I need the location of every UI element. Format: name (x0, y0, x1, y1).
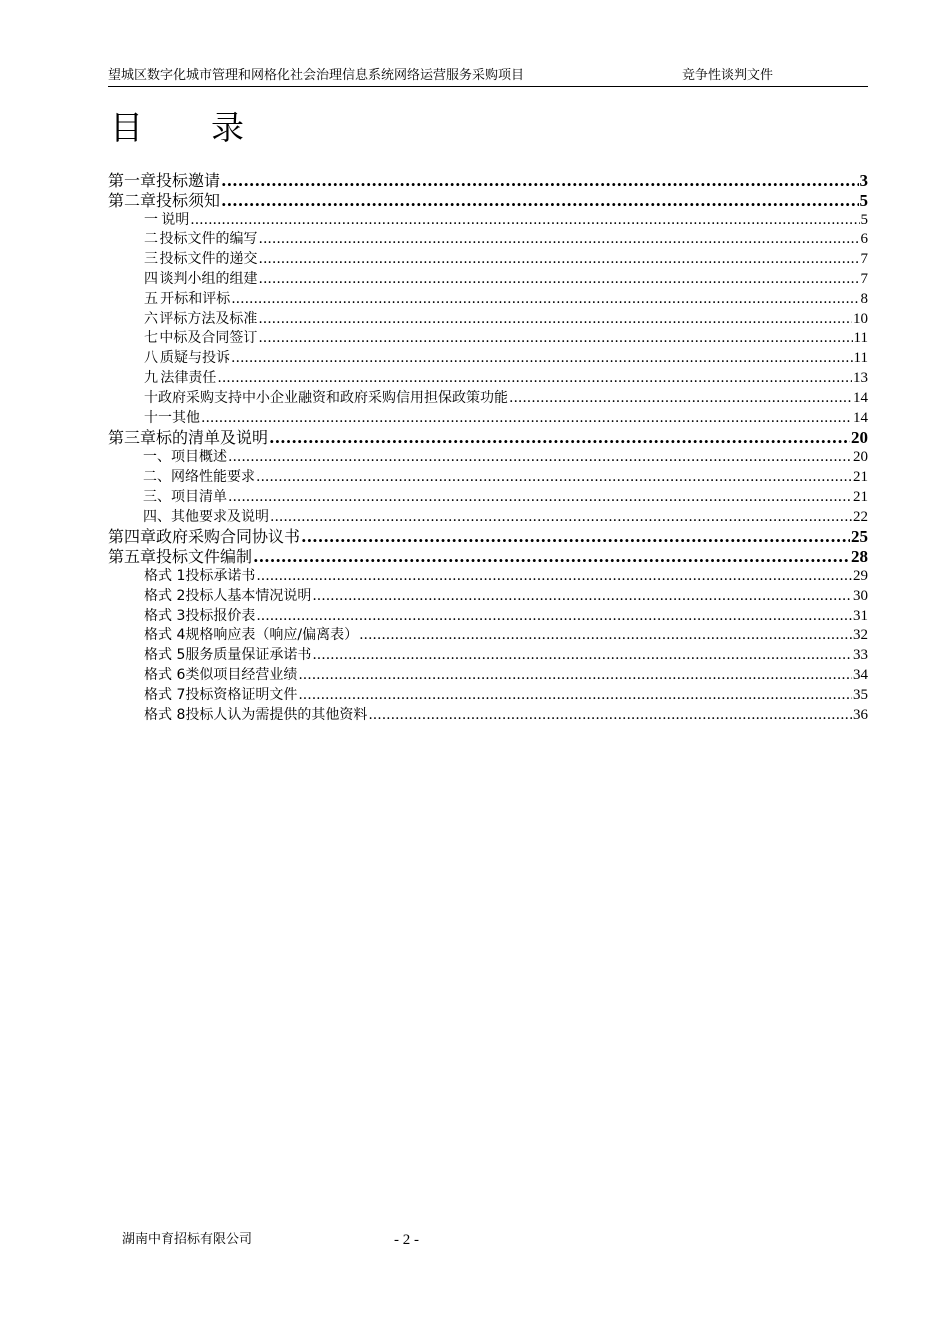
toc-entry-number: 格式 8 (144, 706, 186, 723)
toc-entry-number: 十一 (144, 409, 172, 426)
toc-entry-page: 25 (851, 527, 868, 547)
toc-entry-label: 投标资格证明文件 (185, 686, 298, 703)
toc-entry-number: 格式 2 (144, 587, 186, 604)
toc-section-entry[interactable] (108, 349, 868, 369)
dot-leader (231, 349, 853, 369)
dot-leader (312, 646, 852, 666)
toc-entry-label: 服务质量保证承诺书 (185, 647, 312, 664)
toc-section-entry[interactable] (108, 250, 868, 270)
toc-entry-page: 29 (853, 567, 868, 584)
toc-entry-page: 28 (851, 547, 868, 567)
dot-leader (312, 587, 852, 607)
toc-entry-number: 四 (144, 270, 158, 287)
toc-entry-page: 7 (860, 270, 868, 287)
toc-entry-number: 三 (144, 251, 158, 268)
toc-section-entry[interactable] (108, 211, 868, 231)
dot-leader (231, 290, 859, 310)
toc-section-entry[interactable] (108, 448, 868, 468)
toc-entry-page: 20 (851, 428, 868, 448)
toc-entry-page: 5 (860, 211, 868, 228)
toc-entry-page: 3 (859, 171, 868, 190)
toc-entry-label: 质疑与投诉 (160, 350, 231, 367)
toc-section-entry[interactable] (108, 646, 868, 666)
toc-entry-number: 格式 7 (144, 686, 186, 703)
toc-entry-label: 二、网络性能要求 (143, 468, 255, 485)
toc-entry-label: 开标和评标 (160, 290, 231, 307)
toc-entry-number: 十 (144, 389, 158, 406)
table-of-contents (108, 171, 868, 725)
toc-entry-page: 34 (853, 666, 868, 683)
dot-leader (221, 171, 858, 191)
dot-leader (298, 666, 852, 686)
dot-leader (228, 488, 852, 508)
toc-entry-page: 36 (853, 706, 868, 723)
toc-entry-number: 格式 6 (144, 666, 186, 683)
toc-entry-label: 四、其他要求及说明 (143, 508, 269, 525)
dot-leader (359, 626, 852, 646)
toc-section-entry[interactable] (108, 587, 868, 607)
toc-section-entry[interactable] (108, 329, 868, 349)
toc-entry-label: 投标人认为需提供的其他资料 (185, 706, 368, 723)
toc-entry-label: 其他 (172, 409, 200, 426)
header-project-title: 望城区数字化城市管理和网格化社会治理信息系统网络运营服务采购项目 (108, 68, 525, 83)
toc-section-entry[interactable] (108, 468, 868, 488)
toc-entry-page: 20 (853, 449, 868, 466)
toc-entry-page: 11 (853, 350, 868, 367)
toc-section-entry[interactable] (108, 607, 868, 627)
toc-entry-number: 格式 1 (144, 567, 186, 584)
toc-entry-page: 22 (853, 508, 868, 525)
dot-leader (228, 448, 852, 468)
toc-entry-label: 投标人基本情况说明 (185, 587, 312, 604)
toc-chapter-entry[interactable] (108, 428, 868, 448)
toc-entry-number: 第五章 (108, 547, 157, 567)
toc-entry-label: 评标方法及标准 (159, 310, 258, 327)
toc-entry-page: 13 (853, 369, 868, 386)
dot-leader (258, 329, 852, 349)
toc-section-entry[interactable] (108, 290, 868, 310)
toc-entry-page: 21 (853, 488, 868, 505)
toc-entry-page: 33 (853, 647, 868, 664)
toc-entry-number: 第三章 (108, 428, 157, 448)
toc-title: 目录 (110, 108, 312, 147)
toc-entry-page: 11 (853, 330, 868, 347)
toc-entry-label: 投标文件的编写 (159, 231, 258, 248)
dot-leader (217, 369, 852, 389)
toc-entry-label: 中标及合同签订 (159, 330, 258, 347)
toc-entry-page: 35 (853, 686, 868, 703)
toc-entry-number: 第二章 (108, 190, 157, 210)
toc-entry-label: 三、项目清单 (143, 488, 227, 505)
toc-entry-number: 七 (144, 330, 158, 347)
toc-section-entry[interactable] (108, 706, 868, 726)
dot-leader (259, 230, 860, 250)
toc-section-entry[interactable] (108, 626, 868, 646)
dot-leader (298, 686, 852, 706)
dot-leader (259, 250, 860, 270)
toc-entry-number: 六 (144, 310, 158, 327)
toc-section-entry[interactable] (108, 567, 868, 587)
toc-entry-label: 谈判小组的组建 (159, 270, 258, 287)
toc-entry-page: 14 (853, 409, 868, 426)
footer-page-number: - 2 - (394, 1232, 419, 1248)
toc-entry-label: 法律责任 (160, 369, 217, 386)
toc-entry-page: 32 (853, 627, 868, 644)
toc-entry-number: 一 (144, 211, 158, 228)
dot-leader (270, 508, 852, 528)
dot-leader (301, 527, 850, 547)
toc-entry-label: 投标邀请 (156, 171, 221, 190)
dot-leader (256, 607, 852, 627)
toc-chapter-entry[interactable] (108, 171, 868, 191)
toc-entry-page: 10 (853, 310, 868, 327)
toc-entry-number: 第一章 (108, 171, 157, 190)
toc-entry-number: 格式 5 (144, 647, 186, 664)
toc-section-entry[interactable] (108, 270, 868, 290)
toc-entry-page: 8 (860, 290, 868, 307)
toc-entry-label: 规格响应表（响应/偏离表） (185, 627, 359, 644)
toc-chapter-entry[interactable] (108, 527, 868, 547)
toc-section-entry[interactable] (108, 369, 868, 389)
toc-section-entry[interactable] (108, 508, 868, 528)
dot-leader (256, 567, 852, 587)
toc-entry-page: 31 (853, 607, 868, 624)
dot-leader (190, 211, 859, 231)
toc-entry-page: 14 (853, 389, 868, 406)
toc-entry-page: 7 (860, 251, 868, 268)
toc-entry-label: 投标须知 (156, 190, 221, 210)
dot-leader (256, 468, 852, 488)
toc-section-entry[interactable] (108, 230, 868, 250)
toc-entry-label: 政府采购合同协议书 (156, 527, 301, 547)
dot-leader (269, 428, 850, 448)
toc-entry-page: 30 (853, 587, 868, 604)
toc-section-entry[interactable] (108, 686, 868, 706)
running-header (108, 66, 868, 87)
toc-entry-number: 格式 3 (144, 607, 186, 624)
header-document-type: 竞争性谈判文件 (682, 68, 774, 83)
toc-section-entry[interactable] (108, 310, 868, 330)
toc-entry-label: 类似项目经营业绩 (185, 666, 298, 683)
toc-entry-label: 投标报价表 (185, 607, 256, 624)
toc-entry-label: 投标文件编制 (156, 547, 253, 567)
toc-entry-page: 21 (853, 468, 868, 485)
dot-leader (259, 270, 860, 290)
toc-entry-label: 投标文件的递交 (159, 251, 258, 268)
toc-entry-label: 标的清单及说明 (156, 428, 269, 448)
toc-entry-number: 二 (144, 231, 158, 248)
dot-leader (509, 389, 852, 409)
toc-chapter-entry[interactable] (108, 547, 868, 567)
toc-section-entry[interactable] (108, 666, 868, 686)
toc-chapter-entry[interactable] (108, 191, 868, 211)
dot-leader (201, 409, 852, 429)
dot-leader (258, 310, 852, 330)
toc-entry-label: 说明 (161, 211, 190, 228)
toc-section-entry[interactable] (108, 409, 868, 429)
dot-leader (253, 547, 850, 567)
toc-entry-page: 5 (859, 190, 868, 210)
dot-leader (368, 706, 852, 726)
toc-entry-number: 八 (144, 350, 158, 367)
toc-entry-number: 五 (144, 290, 158, 307)
toc-entry-number: 九 (144, 369, 158, 386)
toc-entry-page: 6 (860, 231, 868, 248)
footer-company: 湖南中育招标有限公司 (122, 1232, 253, 1247)
toc-entry-number: 第四章 (108, 527, 157, 547)
toc-section-entry[interactable] (108, 389, 868, 409)
toc-section-entry[interactable] (108, 488, 868, 508)
dot-leader (221, 191, 858, 211)
toc-entry-number: 格式 4 (144, 627, 186, 644)
toc-entry-label: 政府采购支持中小企业融资和政府采购信用担保政策功能 (158, 389, 508, 406)
toc-entry-label: 投标承诺书 (185, 567, 256, 584)
toc-entry-label: 一、项目概述 (143, 449, 227, 466)
